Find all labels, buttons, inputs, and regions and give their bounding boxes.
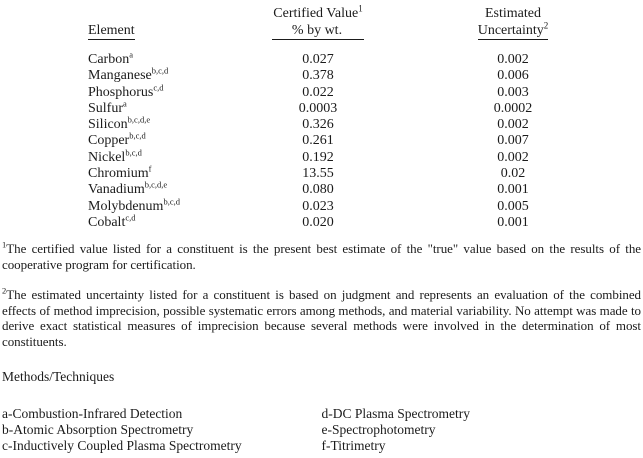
- method-item: c-Inductively Coupled Plasma Spectrometry: [2, 438, 242, 454]
- certified-value: 0.027: [302, 52, 334, 67]
- element-method-refs: b,c,d,e: [127, 114, 151, 125]
- element-name: Nickel$^{b,c,d}$: [88, 147, 142, 165]
- certified-value: 0.261: [302, 133, 334, 149]
- element-name: Molybdenum$^{b,c,d}$: [88, 196, 180, 214]
- table-row: [88, 49, 641, 68]
- methods-list: [2, 406, 641, 454]
- element-name: Cobalt$^{c,d}$: [88, 212, 136, 230]
- certified-value: 0.022: [302, 84, 334, 100]
- percent-by-weight-line: [238, 22, 398, 39]
- element-name: Copper$^{b,c,d}$: [88, 130, 146, 149]
- table-row: [88, 163, 641, 182]
- method-item: f-Titrimetry: [321, 438, 386, 454]
- uncertainty-value: 0.003: [497, 84, 529, 100]
- table-row: [88, 212, 641, 231]
- table-row: [88, 98, 641, 117]
- element-method-refs: b,c,d,e: [144, 179, 168, 190]
- method-item: e-Spectrophotometry: [321, 422, 436, 438]
- uncertainty-value: 0.002: [497, 52, 529, 67]
- estimated-label: Estimated: [485, 6, 541, 21]
- element-method-refs: b,c,d: [129, 130, 146, 141]
- uncertainty-value: 0.001: [497, 182, 529, 198]
- table-row: [88, 114, 641, 133]
- certified-value: 13.55: [302, 166, 334, 182]
- uncertainty-value: 0.02: [500, 166, 526, 182]
- uncertainty-value: 0.005: [497, 198, 529, 214]
- element-name: Manganese$^{b,c,d}$: [88, 65, 169, 84]
- certified-value: 0.020: [302, 214, 334, 230]
- certified-value-column-header: [238, 5, 398, 22]
- method-item: a-Combustion-Infrared Detection: [2, 406, 183, 422]
- footnotes-section: [2, 241, 641, 350]
- certified-value: 0.378: [302, 68, 334, 84]
- table-body: [88, 49, 641, 231]
- uncertainty-value: 0.001: [497, 214, 529, 230]
- footnote-2-marker: 2: [2, 285, 7, 296]
- element-name: Silicon$^{b,c,d,e}$: [88, 114, 151, 133]
- footnote-1-text: The certified value listed for a constituent is the present best estimate of the "true" value based on the results of the cooperative program for certification.: [2, 241, 641, 273]
- element-method-refs: a: [129, 49, 133, 60]
- certified-value: 0.023: [302, 198, 334, 214]
- footnote-1: [2, 241, 641, 273]
- table-row: [88, 147, 641, 166]
- table-row: [88, 65, 641, 84]
- uncertainty-value: 0.007: [497, 133, 529, 149]
- percent-by-weight-label: % by wt.: [272, 23, 364, 40]
- method-item: b-Atomic Absorption Spectrometry: [2, 422, 194, 438]
- uncertainty-column-header-cell: [398, 5, 628, 39]
- element-name: Vanadium$^{b,c,d,e}$: [88, 179, 168, 198]
- certified-value-label: Certified Value: [273, 6, 359, 21]
- certified-value: 0.080: [302, 182, 334, 198]
- element-name: Carbon$^a$: [88, 49, 133, 67]
- footnote-2-text: The estimated uncertainty listed for a constituent is based on judgment and represents an evaluation of the combined effects of method imprecision, possible systematic errors among methods, and material variability. No attempt was made to derive exact statistical measures of imprecision because several methods were involved in the determination of most constituents.: [2, 286, 641, 350]
- methods-section: [2, 369, 641, 454]
- uncertainty-column-header: [398, 22, 628, 39]
- methods-heading: Methods/Techniques: [2, 369, 115, 385]
- element-method-refs: a: [123, 98, 127, 109]
- uncertainty-value: 0.006: [497, 68, 529, 84]
- table-row: [88, 196, 641, 215]
- certified-value: 0.326: [302, 117, 334, 133]
- element-method-refs: c,d: [153, 81, 164, 92]
- certified-values-table: [88, 5, 641, 231]
- element-method-refs: f: [148, 163, 152, 174]
- element-method-refs: b,c,d: [125, 147, 142, 158]
- certified-value: 0.0003: [298, 100, 338, 116]
- element-method-refs: c,d: [125, 212, 136, 223]
- table-row: [88, 81, 641, 101]
- element-method-refs: b,c,d: [163, 196, 180, 207]
- footnote-1-marker: 1: [2, 239, 7, 250]
- footnote-ref-1: 1: [358, 3, 363, 14]
- element-method-refs: b,c,d: [151, 65, 169, 76]
- footnote-2: [2, 287, 641, 350]
- certified-value-column-header-cell: [238, 5, 398, 39]
- element-column-header-cell: [88, 22, 238, 39]
- uncertainty-value: 0.002: [497, 117, 529, 133]
- table-header-row: [88, 5, 641, 39]
- footnote-ref-2: 2: [543, 20, 549, 31]
- element-column-header: Element: [88, 23, 135, 38]
- methods-left-column: [2, 406, 322, 454]
- uncertainty-value: 0.0002: [493, 100, 533, 116]
- table-row: [88, 130, 641, 149]
- element-name: Chromium$^f$: [88, 163, 152, 182]
- certified-value: 0.192: [302, 149, 334, 165]
- uncertainty-value: 0.002: [497, 149, 529, 165]
- uncertainty-label: Uncertainty: [477, 23, 544, 38]
- method-item: d-DC Plasma Spectrometry: [321, 406, 470, 422]
- element-name: Sulfur$^a$: [88, 98, 127, 116]
- element-name: Phosphorus$^{c,d}$: [88, 81, 164, 100]
- methods-right-column: [322, 406, 642, 454]
